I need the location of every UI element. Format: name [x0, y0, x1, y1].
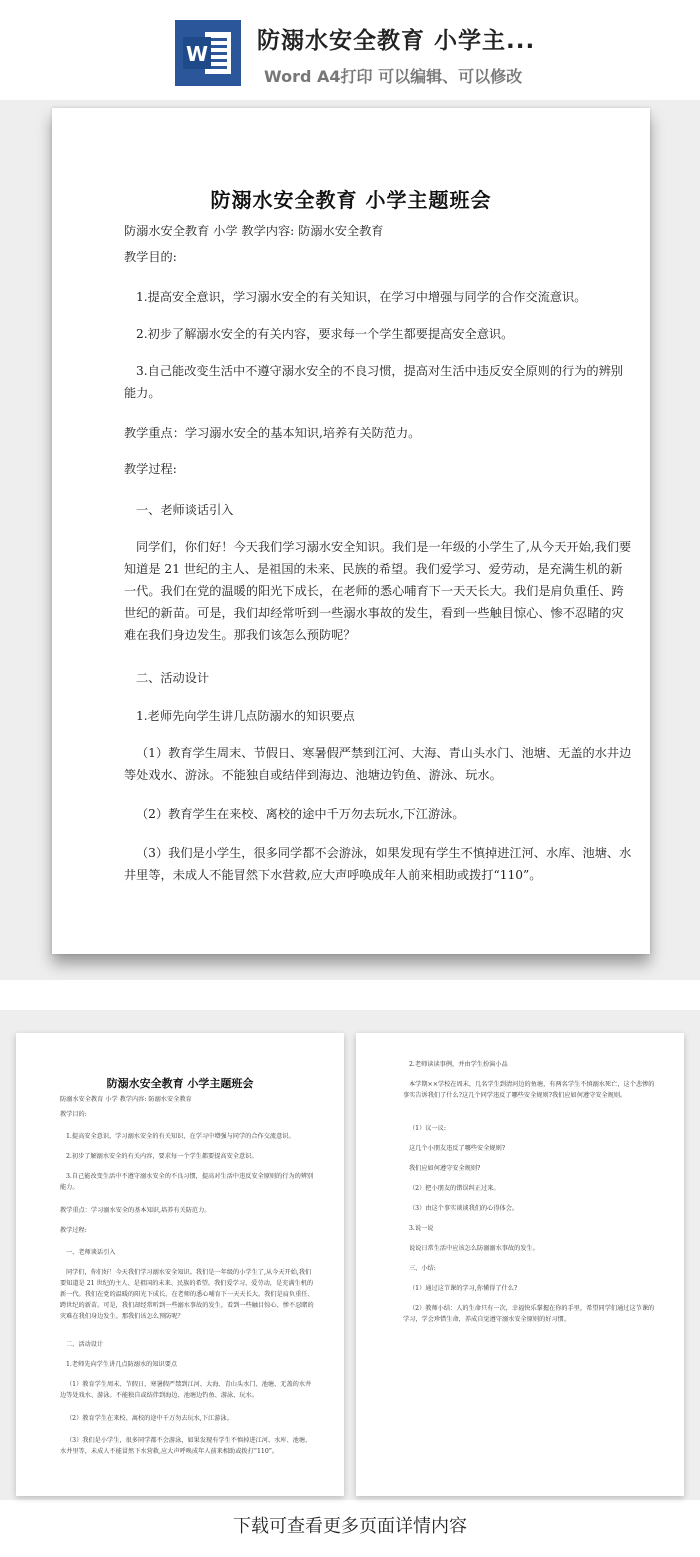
thumb-goal-2: 2.初步了解溺水安全的有关内容，要求每一个学生都要提高安全意识。 [66, 1153, 258, 1160]
activity-item-1: （1）教育学生周末、节假日、寒暑假严禁到江河、大海、青山头水门、池塘、无盖的水井边等处戏水、游泳。不能独自或结伴到海边、池塘边钓鱼、游泳、玩水。 [124, 746, 632, 782]
word-icon-letter: W [185, 42, 209, 66]
download-more-link[interactable]: 下载可查看更多页面详情内容 [233, 1516, 467, 1537]
thumb-goal-3: 3.自己能改变生活中不遵守溺水安全的不良习惯，提高对生活中违反安全原则的行为的辨别能力。 [60, 1173, 314, 1191]
thumb-section-2: 二、活动设计 [66, 1341, 104, 1348]
thumb2-question-3: （2）把小朋友的错误纠正过来。 [409, 1185, 500, 1192]
thumb2-question-4: （3）由这个事实谈谈我们的心得体会。 [409, 1205, 519, 1212]
intro-paragraph: 同学们，你们好！今天我们学习溺水安全知识。我们是一年级的小学生了,从今天开始,我们要知道是 21 世纪的主人、是祖国的未来、民族的希望。我们爱学习、爱劳动，是充满生机的新一代。我们在党的温暖的阳光下成长，在老师的悉心哺育下一天天长大。我们是肩负重任、跨世纪的新苗。可是，我们却经常听到一些溺水事故的发生，看到一些触目惊心、惨不忍睹的灾难在我们身边发生。那我们该怎么预防呢？ [124, 540, 632, 642]
thumb2-talk: 说说日常生活中应该怎么防溺溺水事故的发生。 [409, 1245, 539, 1252]
thumb2-story: 本学期××学校在周末，几名学生到清河边的鱼塘，有两名学生不慎溺水死亡，这个悲惨的事实告诉我们了什么?这几个同学违反了哪些安全规则?我们应如何遵守安全规则。 [403, 1081, 655, 1099]
section-heading-1: 一、老师谈话引入 [136, 503, 234, 517]
header [0, 0, 700, 100]
thumb-section-1: 一、老师谈话引入 [66, 1249, 116, 1256]
thumb-key-point: 教学重点：学习溺水安全的基本知识,培养有关防范力。 [60, 1207, 211, 1214]
thumb-meta: 防溺水安全教育 小学 教学内容: 防溺水安全教育 [60, 1096, 192, 1103]
document-page-preview [52, 108, 650, 954]
thumb-goal-1: 1.提高安全意识，学习溺水安全的有关知识，在学习中增强与同学的合作交流意识。 [66, 1133, 295, 1140]
thumb-activity-1: 1.老师先向学生讲几点防溺水的知识要点 [66, 1361, 178, 1368]
document-title: 防溺水安全教育 小学主题班会 [210, 188, 492, 212]
thumb2-question-2: 我们应如何遵守安全规则? [409, 1165, 481, 1172]
thumb-item-3: （3）我们是小学生，很多同学都不会游泳，如果发现有学生不慎掉进江河、水库、池塘、水井里等，未成人不能冒然下水营救,应大声呼唤成年人前来相助或拨打“110”。 [60, 1437, 312, 1455]
goal-item-2: 2.初步了解溺水安全的有关内容，要求每一个学生都要提高安全意识。 [136, 327, 514, 341]
thumb2-question-1: 这几个小朋友违反了哪些安全规则? [409, 1145, 506, 1152]
thumb-title: 防溺水安全教育 小学主题班会 [106, 1077, 254, 1090]
thumb2-discuss-heading: （1）议一议: [409, 1125, 446, 1132]
goal-heading: 教学目的: [124, 250, 177, 264]
activity-item-3: （3）我们是小学生，很多同学都不会游泳，如果发现有学生不慎掉进江河、水库、池塘、水井里等，未成人不能冒然下水营救,应大声呼唤成年人前来相助或拨打“110”。 [124, 846, 632, 882]
thumb-item-1: （1）教育学生周末、节假日、寒暑假严禁到江河、大海、青山头水门、池塘、无盖的水井边等处戏水、游泳。不能独自或结伴到海边、池塘边钓鱼、游泳、玩水。 [60, 1381, 312, 1399]
thumb2-summary-1: （1）通过这节课的学习,你懂得了什么? [409, 1285, 518, 1292]
key-point: 教学重点：学习溺水安全的基本知识,培养有关防范力。 [124, 426, 421, 440]
page-thumbnail-1[interactable] [16, 1033, 344, 1496]
thumb2-talk-heading: 3.说一说 [409, 1225, 434, 1232]
thumb-goal-heading: 教学目的: [60, 1111, 87, 1118]
thumb2-activity-2: 2.老师读读事例，并由学生扮演小品 [409, 1061, 508, 1068]
thumb2-summary-2: （2）教师小结：人的生命只有一次，幸福快乐掌握在你的手里，希望同学们通过这节课的学习，学会珍惜生命，养成自觉遵守溺水安全原则的好习惯。 [403, 1305, 655, 1323]
section-heading-2: 二、活动设计 [136, 671, 210, 685]
thumb-process-heading: 教学过程: [60, 1227, 87, 1234]
thumb-item-2: （2）教育学生在来校、离校的途中千万勿去玩水,下江游泳。 [66, 1415, 233, 1422]
document-meta: 防溺水安全教育 小学 教学内容: 防溺水安全教育 [124, 224, 384, 238]
activity-item-2: （2）教育学生在来校、离校的途中千万勿去玩水,下江游泳。 [136, 807, 465, 821]
activity-1: 1.老师先向学生讲几点防溺水的知识要点 [136, 709, 355, 723]
word-document-icon [175, 20, 241, 86]
goal-item-1: 1.提高安全意识，学习溺水安全的有关知识，在学习中增强与同学的合作交流意识。 [136, 290, 587, 304]
page-title: 防溺水安全教育 小学主... [257, 28, 536, 54]
thumb-intro: 同学们，你们好！今天我们学习溺水安全知识。我们是一年级的小学生了,从今天开始,我们要知道是 21 世纪的主人、是祖国的未来、民族的希望。我们爱学习、爱劳动，是充满生机的新一代。我们在党的温暖的阳光下成长，在老师的悉心哺育下一天天长大。我们是肩负重任、跨世纪的新苗。可是，我们却经常听到一些溺水事故的发生，看到一些触目惊心、惨不忍睹的灾难在我们身边发生。那我们该怎么预防呢？ [60, 1269, 314, 1320]
divider [0, 980, 700, 1010]
page-thumbnail-2[interactable] [356, 1033, 684, 1496]
page-subtitle: Word A4打印 可以编辑、可以修改 [264, 67, 523, 86]
process-heading: 教学过程: [124, 462, 177, 476]
goal-item-3: 3.自己能改变生活中不遵守溺水安全的不良习惯，提高对生活中违反安全原则的行为的辨别能力。 [124, 364, 623, 400]
thumb2-summary-heading: 三、小结: [409, 1265, 436, 1272]
